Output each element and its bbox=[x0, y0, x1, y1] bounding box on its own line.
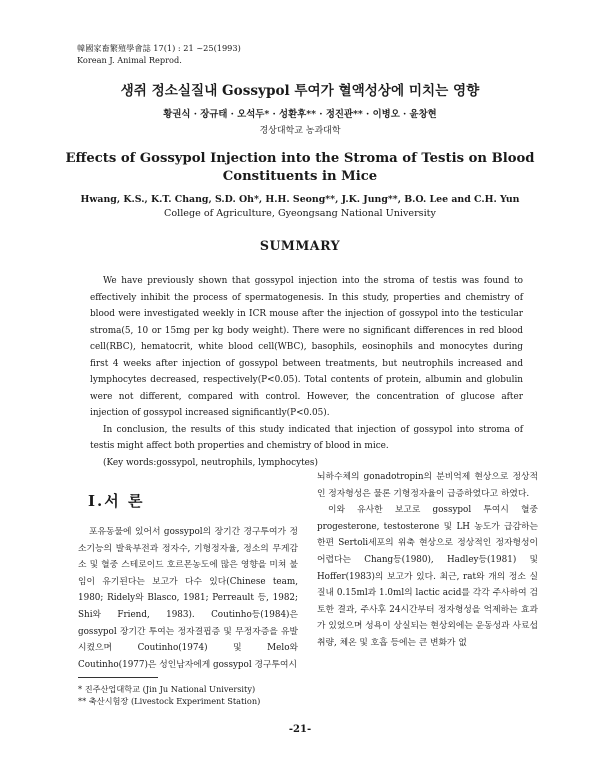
footnote: * 진주산업대학교 (Jin Ju National University) bbox=[78, 684, 256, 694]
footnotes bbox=[78, 683, 260, 707]
body-column-right bbox=[317, 469, 538, 652]
body-paragraph: 포유동물에 있어서 gossypol의 장기간 경구투여가 정소기능의 발육부전과 정자수, 기형정자율, 정소의 무게감소 및 혈중 스테로이드 호르몬농도에 많은 영향을 미쳐 불임이 유기된다는 보고가 다수 있다(Chinese team, 1980; Ridely와 Blasco, 1981; Perreault 등, 1982; Shi와 Friend, 1983). Coutinho등(1984)은 gossypol 장기간 투여는 정자결핍증 및 무정자증을 유발시켰으며 Coutinho(1974) 및 Melo와 Coutinho(1977)은 성인남자에게 gossypol 경구투여시 bbox=[78, 527, 298, 670]
english-authors: Hwang, K.S., K.T. Chang, S.D. Oh*, H.H. Seong**, J.K. Jung**, B.O. Lee and C.H. Yun bbox=[80, 194, 520, 205]
summary-conclusion: In conclusion, the results of this study indicated that injection of gossypol into stroma of testis might affect both properties and chemistry of blood in mice. bbox=[90, 424, 523, 451]
journal-name-line: Korean J. Animal Reprod. bbox=[77, 54, 182, 65]
summary-body bbox=[90, 273, 523, 471]
english-title: Effects of Gossypol Injection into the Stroma of Testis on Blood Constituents in Mice bbox=[65, 151, 535, 184]
journal-citation-line: 韓國家畜繁殖學會誌 17(1) : 21 ~25(1993) bbox=[77, 43, 241, 53]
body-paragraph: 이와 유사한 보고로 gossypol 투여시 혈중 progesterone, testosterone 및 LH 농도가 급감하는 한편 Sertoli세포의 위축 현상으로 정상적인 정자형성이 어렵다는 Chang등(1980), Hadley등(1981) 및 Hoffer(1983)의 보고가 있다. 최근, rat와 개의 정소 실질내 0.15ml과 1.0ml의 lactic acid를 각각 주사하여 검토한 결과, 주사후 24시간부터 정자형성을 억제하는 효과가 있었으며 성욕이 상실되는 현상외에는 운동성과 사료섭취량, 체온 및 호흡 등에는 큰 변화가 없 bbox=[317, 505, 538, 648]
summary-heading: SUMMARY bbox=[259, 238, 341, 253]
section-heading-introduction: I.서 론 bbox=[88, 492, 145, 510]
page-number: -21- bbox=[288, 724, 312, 735]
footnote-divider bbox=[78, 677, 158, 678]
korean-title: 생쥐 정소실질내 Gossypol 투여가 혈액성상에 미치는 영향 bbox=[120, 83, 480, 99]
summary-keywords: (Key words:gossypol, neutrophils, lymphocytes) bbox=[103, 457, 318, 468]
english-affiliation: College of Agriculture, Gyeongsang National University bbox=[164, 208, 436, 219]
body-paragraph: 뇌하수체의 gonadotropin의 분비억제 현상으로 정상적인 정자형성은 물론 기형정자율이 급증하였다고 하였다. bbox=[317, 472, 538, 499]
korean-affiliation: 경상대학교 농과대학 bbox=[259, 126, 341, 136]
footnote: ** 축산시험장 (Livestock Experiment Station) bbox=[78, 696, 261, 706]
body-column-left bbox=[78, 524, 298, 673]
journal-citation bbox=[77, 43, 241, 66]
summary-paragraph: We have previously shown that gossypol injection into the stroma of testis was found to effectively inhibit the process of spermatogenesis. In this study, properties and chemistry of blood were investigated weekly in ICR mouse after the injection of gossypol into the testicular stroma(5, 10 or 15mg per kg body weight). There were no significant differences in red blood cell(RBC), hematocrit, white blood cell(WBC), basophils, eosinophils and monocytes during first 4 weeks after injection of gossypol between treatments, but neutrophils increased and lymphocytes decreased, respectively(P<0.05). Total contents of protein, albumin and globulin were not different, compared with control. However, the concentration of glucose after injection of gossypol increased significantly(P<0.05). bbox=[90, 276, 523, 418]
korean-authors: 황권식 · 장규태 · 오석두* · 성환후** · 정진관** · 이병오 · 윤창현 bbox=[163, 109, 437, 120]
